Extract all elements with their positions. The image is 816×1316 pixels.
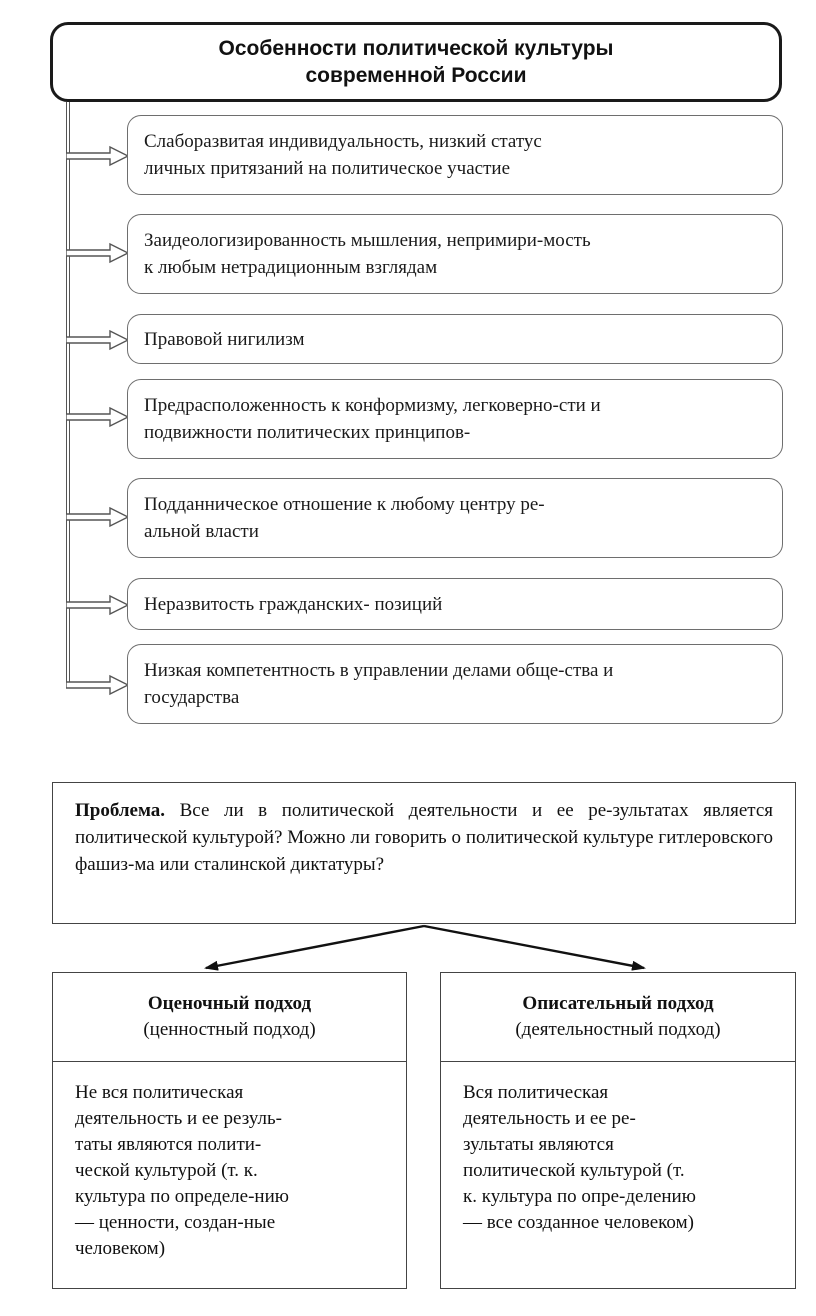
feature-box-ideologization xyxy=(127,214,783,294)
descriptive-approach-header xyxy=(440,972,796,1062)
feature-box-civic-positions xyxy=(127,578,783,630)
feature-text-line: к любым нетрадиционным взглядам xyxy=(144,257,438,278)
feature-text-line: Слаборазвитая индивидуальность, низкий статус xyxy=(144,131,542,152)
feature-text-line: Неразвитость гражданских- позиций xyxy=(144,593,443,615)
evaluative-text-line: — ценности, создан-ные xyxy=(75,1212,276,1233)
descriptive-text-line: к. культура по опре-делению xyxy=(463,1186,696,1207)
connector-arrow-7 xyxy=(66,674,130,696)
descriptive-approach-subtitle: (деятельностный подход) xyxy=(515,1019,721,1040)
problem-box xyxy=(52,782,796,924)
feature-text-line: Подданническое отношение к любому центру ре- xyxy=(144,494,545,515)
feature-text-line: личных притязаний на политическое участие xyxy=(144,158,511,179)
feature-box-individuality xyxy=(127,115,783,195)
evaluative-approach-subtitle: (ценностный подход) xyxy=(143,1019,316,1040)
arrow-to-evaluative xyxy=(206,926,424,968)
descriptive-approach-title: Описательный подход xyxy=(522,993,714,1014)
feature-text-line: Правовой нигилизм xyxy=(144,328,305,350)
diagram-title-line-2: современной России xyxy=(305,64,527,87)
descriptive-approach-body xyxy=(440,1061,796,1289)
feature-text-line: Низкая компетентность в управлении делами обще-ства и xyxy=(144,660,614,681)
evaluative-text-line: культура по определе-нию xyxy=(75,1186,289,1207)
connector-arrow-6 xyxy=(66,594,130,616)
feature-box-legal-nihilism xyxy=(127,314,783,364)
feature-text-line: подвижности политических принципов- xyxy=(144,422,471,443)
evaluative-text-line: Не вся политическая xyxy=(75,1082,244,1103)
feature-box-conformism xyxy=(127,379,783,459)
diverging-arrows xyxy=(0,920,816,980)
evaluative-text-line: деятельность и ее резуль- xyxy=(75,1108,282,1129)
feature-box-competence xyxy=(127,644,783,724)
feature-text-line: государства xyxy=(144,687,240,708)
descriptive-text-line: деятельность и ее ре- xyxy=(463,1108,636,1129)
arrow-to-descriptive xyxy=(424,926,644,968)
feature-box-subject-attitude xyxy=(127,478,783,558)
evaluative-text-line: таты являются полити- xyxy=(75,1134,262,1155)
evaluative-text-line: человеком) xyxy=(75,1238,166,1259)
diagram-title-box xyxy=(50,22,782,102)
evaluative-approach-body xyxy=(52,1061,407,1289)
problem-text: Все ли в политической деятельности и ее ре-зультатах является политической культурой? Можно ли говорить о политической культуре гитлеровского фашиз-ма или сталинской диктатуры? xyxy=(75,800,774,875)
evaluative-text-line: ческой культурой (т. к. xyxy=(75,1160,258,1181)
descriptive-text-line: зультаты являются xyxy=(463,1134,614,1155)
feature-text-line: альной власти xyxy=(144,521,259,542)
descriptive-text-line: — все созданное человеком) xyxy=(463,1212,694,1233)
connector-arrow-2 xyxy=(66,242,130,264)
descriptive-text-line: политической культурой (т. xyxy=(463,1160,685,1181)
diagram-title-line-1: Особенности политической культуры xyxy=(218,37,614,60)
evaluative-approach-header xyxy=(52,972,407,1062)
descriptive-text-line: Вся политическая xyxy=(463,1082,609,1103)
connector-arrow-3 xyxy=(66,329,130,351)
feature-text-line: Предрасположенность к конформизму, легковерно-сти и xyxy=(144,395,601,416)
problem-label: Проблема. xyxy=(75,800,166,821)
connector-arrow-5 xyxy=(66,506,130,528)
feature-text-line: Заидеологизированность мышления, непримири-мость xyxy=(144,230,591,251)
evaluative-approach-title: Оценочный подход xyxy=(147,993,312,1014)
connector-arrow-1 xyxy=(66,145,130,167)
connector-arrow-4 xyxy=(66,406,130,428)
